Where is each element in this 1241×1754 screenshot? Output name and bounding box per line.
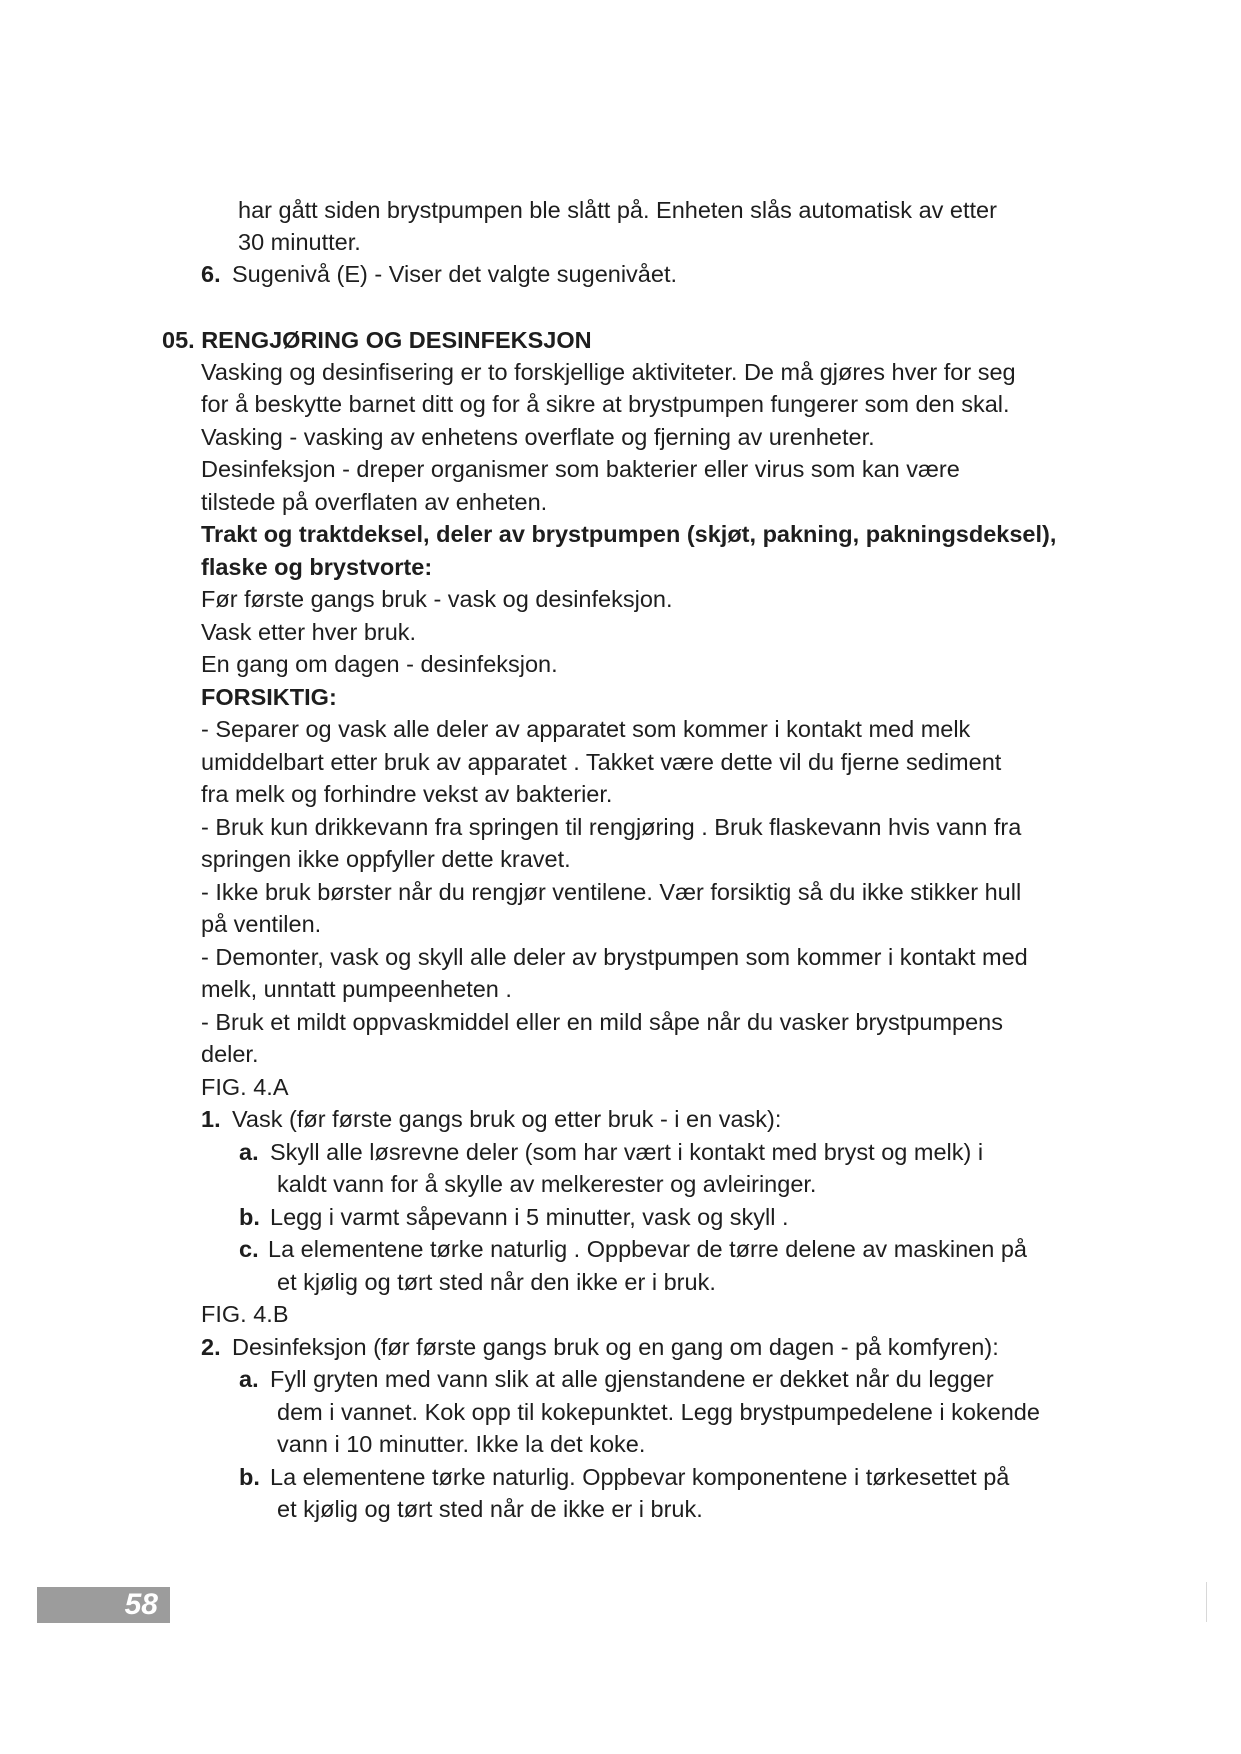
intro-line-1: har gått siden brystpumpen ble slått på. Enheten slås automatisk av etter [238,197,997,223]
item-6-number: 6. [201,261,221,287]
caution-line: umiddelbart etter bruk av apparatet . Takket være dette vil du fjerne sediment [201,749,1002,775]
caution-line: - Demonter, vask og skyll alle deler av brystpumpen som kommer i kontakt med [201,944,1028,970]
parts-heading-line: flaske og brystvorte: [201,554,433,580]
step-1a-line: Skyll alle løsrevne deler (som har vært i kontakt med bryst og melk) i [270,1139,984,1165]
schedule-line: Vask etter hver bruk. [201,619,417,645]
step-1a-line: kaldt vann for å skylle av melkerester og avleiringer. [277,1171,817,1197]
caution-line: fra melk og forhindre vekst av bakterier. [201,781,613,807]
para-line: Vasking - vasking av enhetens overflate og fjerning av urenheter. [201,424,875,450]
intro-line-2: 30 minutter. [238,229,361,255]
step-2a-line: vann i 10 minutter. Ikke la det koke. [277,1431,646,1457]
caution-line: - Bruk et mildt oppvaskmiddel eller en mild såpe når du vasker brystpumpens [201,1009,1003,1035]
caution-label: FORSIKTIG: [201,684,337,710]
step-2-text: Desinfeksjon (før første gangs bruk og en gang om dagen - på komfyren): [232,1334,999,1360]
page-number-badge [37,1587,170,1623]
step-1a-label: a. [239,1139,259,1165]
step-2b-line: La elementene tørke naturlig. Oppbevar komponentene i tørkesettet på [270,1464,1010,1490]
fig-4b-label: FIG. 4.B [201,1301,289,1327]
caution-line: springen ikke oppfyller dette kravet. [201,846,571,872]
step-2b-line: et kjølig og tørt sted når de ikke er i bruk. [277,1496,703,1522]
caution-line: deler. [201,1041,259,1067]
step-1c-line: La elementene tørke naturlig . Oppbevar de tørre delene av maskinen på [268,1236,1027,1262]
step-2a-label: a. [239,1366,259,1392]
caution-line: - Bruk kun drikkevann fra springen til rengjøring . Bruk flaskevann hvis vann fra [201,814,1022,840]
step-1c-line: et kjølig og tørt sted når den ikke er i bruk. [277,1269,716,1295]
page-number: 58 [124,1588,158,1621]
section-heading: 05. RENGJØRING OG DESINFEKSJON [162,327,592,353]
para-line: for å beskytte barnet ditt og for å sikre at brystpumpen fungerer som den skal. [201,391,1010,417]
schedule-line: En gang om dagen - desinfeksjon. [201,651,558,677]
page-edge-mark [1206,1582,1207,1622]
para-line: Desinfeksjon - dreper organismer som bakterier eller virus som kan være [201,456,960,482]
step-2a-line: Fyll gryten med vann slik at alle gjenstandene er dekket når du legger [270,1366,994,1392]
item-6-text: Sugenivå (E) - Viser det valgte sugenivået. [232,261,678,287]
schedule-line: Før første gangs bruk - vask og desinfeksjon. [201,586,673,612]
step-2a-line: dem i vannet. Kok opp til kokepunktet. Legg brystpumpedelene i kokende [277,1399,1040,1425]
step-1c-label: c. [239,1236,259,1262]
caution-line: på ventilen. [201,911,322,937]
parts-heading-line: Trakt og traktdeksel, deler av brystpumpen (skjøt, pakning, pakningsdeksel), [201,521,1057,547]
step-2-number: 2. [201,1334,221,1360]
step-1b-line: Legg i varmt såpevann i 5 minutter, vask og skyll . [270,1204,789,1230]
para-line: Vasking og desinfisering er to forskjellige aktiviteter. De må gjøres hver for seg [201,359,1016,385]
step-1b-label: b. [239,1204,260,1230]
step-1-text: Vask (før første gangs bruk og etter bruk - i en vask): [232,1106,782,1132]
caution-line: melk, unntatt pumpeenheten . [201,976,512,1002]
fig-4a-label: FIG. 4.A [201,1074,289,1100]
caution-line: - Separer og vask alle deler av apparatet som kommer i kontakt med melk [201,716,971,742]
caution-line: - Ikke bruk børster når du rengjør ventilene. Vær forsiktig så du ikke stikker hull [201,879,1022,905]
step-1-number: 1. [201,1106,221,1132]
para-line: tilstede på overflaten av enheten. [201,489,548,515]
step-2b-label: b. [239,1464,260,1490]
